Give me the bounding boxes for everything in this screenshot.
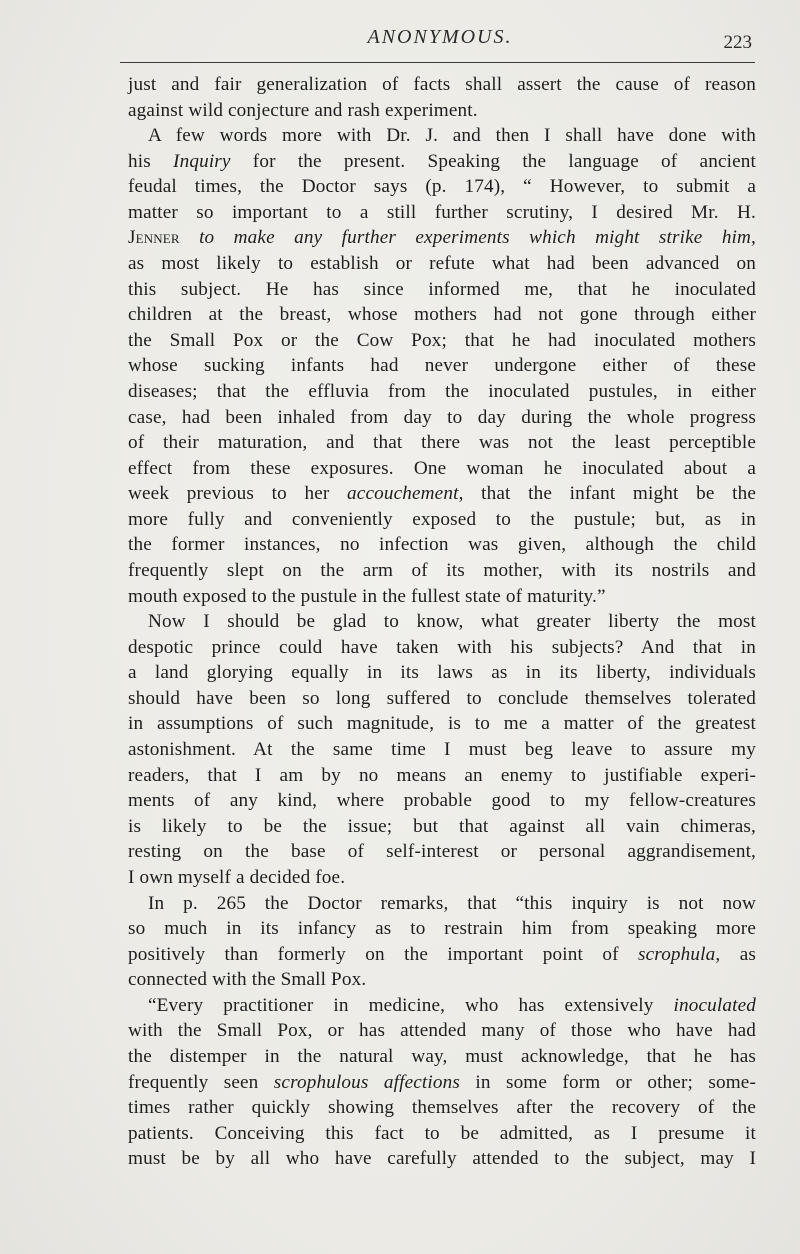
text-segment: positively than formerly on the important point of	[128, 943, 638, 965]
running-title: ANONYMOUS.	[367, 26, 513, 48]
italic-term: accouchement	[347, 483, 459, 505]
text-line: patients. Conceiving this fact to be admitted, as I presume it	[128, 1122, 756, 1144]
text-line: is likely to be the issue; but that against all vain chimeras,	[128, 815, 756, 837]
text-line: frequently slept on the arm of its mother, with its nostrils and	[128, 559, 756, 581]
text-segment: week previous to her	[128, 483, 348, 505]
text-line: children at the breast, whose mothers had not gone through either	[128, 304, 756, 326]
text-segment: , as	[715, 943, 757, 965]
text-segment: , that the infant might be the	[458, 483, 756, 505]
text-line: times rather quickly showing themselves after the recovery of the	[128, 1097, 756, 1119]
text-line: against wild conjecture and rash experiment.	[128, 99, 478, 121]
text-line	[128, 1070, 756, 1096]
text-line: a land glorying equally in its laws as in its liberty, individuals	[128, 662, 756, 684]
text-line: in assumptions of such magnitude, is to me a matter of the greatest	[128, 713, 756, 735]
text-line: feudal times, the Doctor says (p. 174), “ However, to submit a	[128, 176, 756, 198]
text-segment: “Every practitioner in medicine, who has extensively	[148, 994, 674, 1016]
text-line: should have been so long suffered to conclude themselves tolerated	[128, 687, 756, 709]
text-line: diseases; that the effluvia from the inoculated pustules, in either	[128, 380, 756, 402]
text-line: the former instances, no infection was given, although the child	[128, 534, 756, 556]
text-line: as most likely to establish or refute what had been advanced on	[128, 253, 756, 275]
text-line	[128, 225, 756, 251]
body-text	[128, 72, 756, 1172]
text-line: effect from these exposures. One woman he inoculated about a	[128, 457, 756, 479]
text-line: connected with the Small Pox.	[128, 969, 367, 991]
text-line: astonishment. At the same time I must beg leave to assure my	[128, 739, 756, 761]
text-segment: for the present. Speaking the language of ancient	[230, 150, 756, 172]
text-line: so much in its infancy as to restrain him from speaking more	[128, 918, 756, 940]
text-line: Now I should be glad to know, what greater liberty the most	[148, 611, 756, 633]
running-head	[0, 26, 800, 56]
page-number: 223	[723, 32, 752, 53]
text-line: despotic prince could have taken with his subjects? And that in	[128, 636, 756, 658]
text-line: matter so important to a still further scrutiny, I desired Mr. H.	[128, 201, 756, 223]
text-line: mouth exposed to the pustule in the fullest state of maturity.”	[128, 585, 606, 607]
header-rule	[120, 62, 755, 63]
text-line: this subject. He has since informed me, that he inoculated	[128, 278, 756, 300]
text-line	[128, 993, 756, 1019]
text-segment: frequently seen	[128, 1071, 274, 1093]
text-line: In p. 265 the Doctor remarks, that “this inquiry is not now	[148, 892, 756, 914]
text-line: the distemper in the natural way, must acknowledge, that he has	[128, 1045, 756, 1067]
text-line: the Small Pox or the Cow Pox; that he had inoculated mothers	[128, 329, 756, 351]
text-line: resting on the base of self-interest or personal aggrandisement,	[128, 841, 756, 863]
text-line: case, had been inhaled from day to day during the whole progress	[128, 406, 756, 428]
italic-term: inoculated	[673, 994, 756, 1016]
text-line: I own myself a decided foe.	[128, 866, 346, 888]
text-line: with the Small Pox, or has attended many of those who have had	[128, 1020, 756, 1042]
text-line: of their maturation, and that there was not the least perceptible	[128, 432, 756, 454]
text-line: ments of any kind, where probable good to my fellow-creatures	[128, 790, 756, 812]
italic-term: scrophulous affections	[273, 1071, 460, 1093]
italic-term: scrophula	[638, 943, 716, 965]
italic-term: to make any further experiments which might strike him,	[179, 227, 756, 249]
text-line: A few words more with Dr. J. and then I shall have done with	[148, 125, 756, 147]
text-line: whose sucking infants had never undergone either of these	[128, 355, 756, 377]
text-line: more fully and conveniently exposed to the pustule; but, as in	[128, 508, 756, 530]
text-line: must be by all who have carefully attended to the subject, may I	[128, 1148, 756, 1170]
text-line	[128, 942, 756, 968]
text-segment: his	[128, 150, 174, 172]
italic-term: Inquiry	[173, 150, 231, 172]
text-line	[128, 481, 756, 507]
small-caps-name: Jenner	[128, 227, 180, 249]
text-line	[128, 149, 756, 175]
text-line: just and fair generalization of facts shall assert the cause of reason	[128, 74, 756, 95]
text-segment: in some form or other; some-	[460, 1071, 756, 1093]
text-line: readers, that I am by no means an enemy to justifiable experi-	[128, 764, 756, 786]
